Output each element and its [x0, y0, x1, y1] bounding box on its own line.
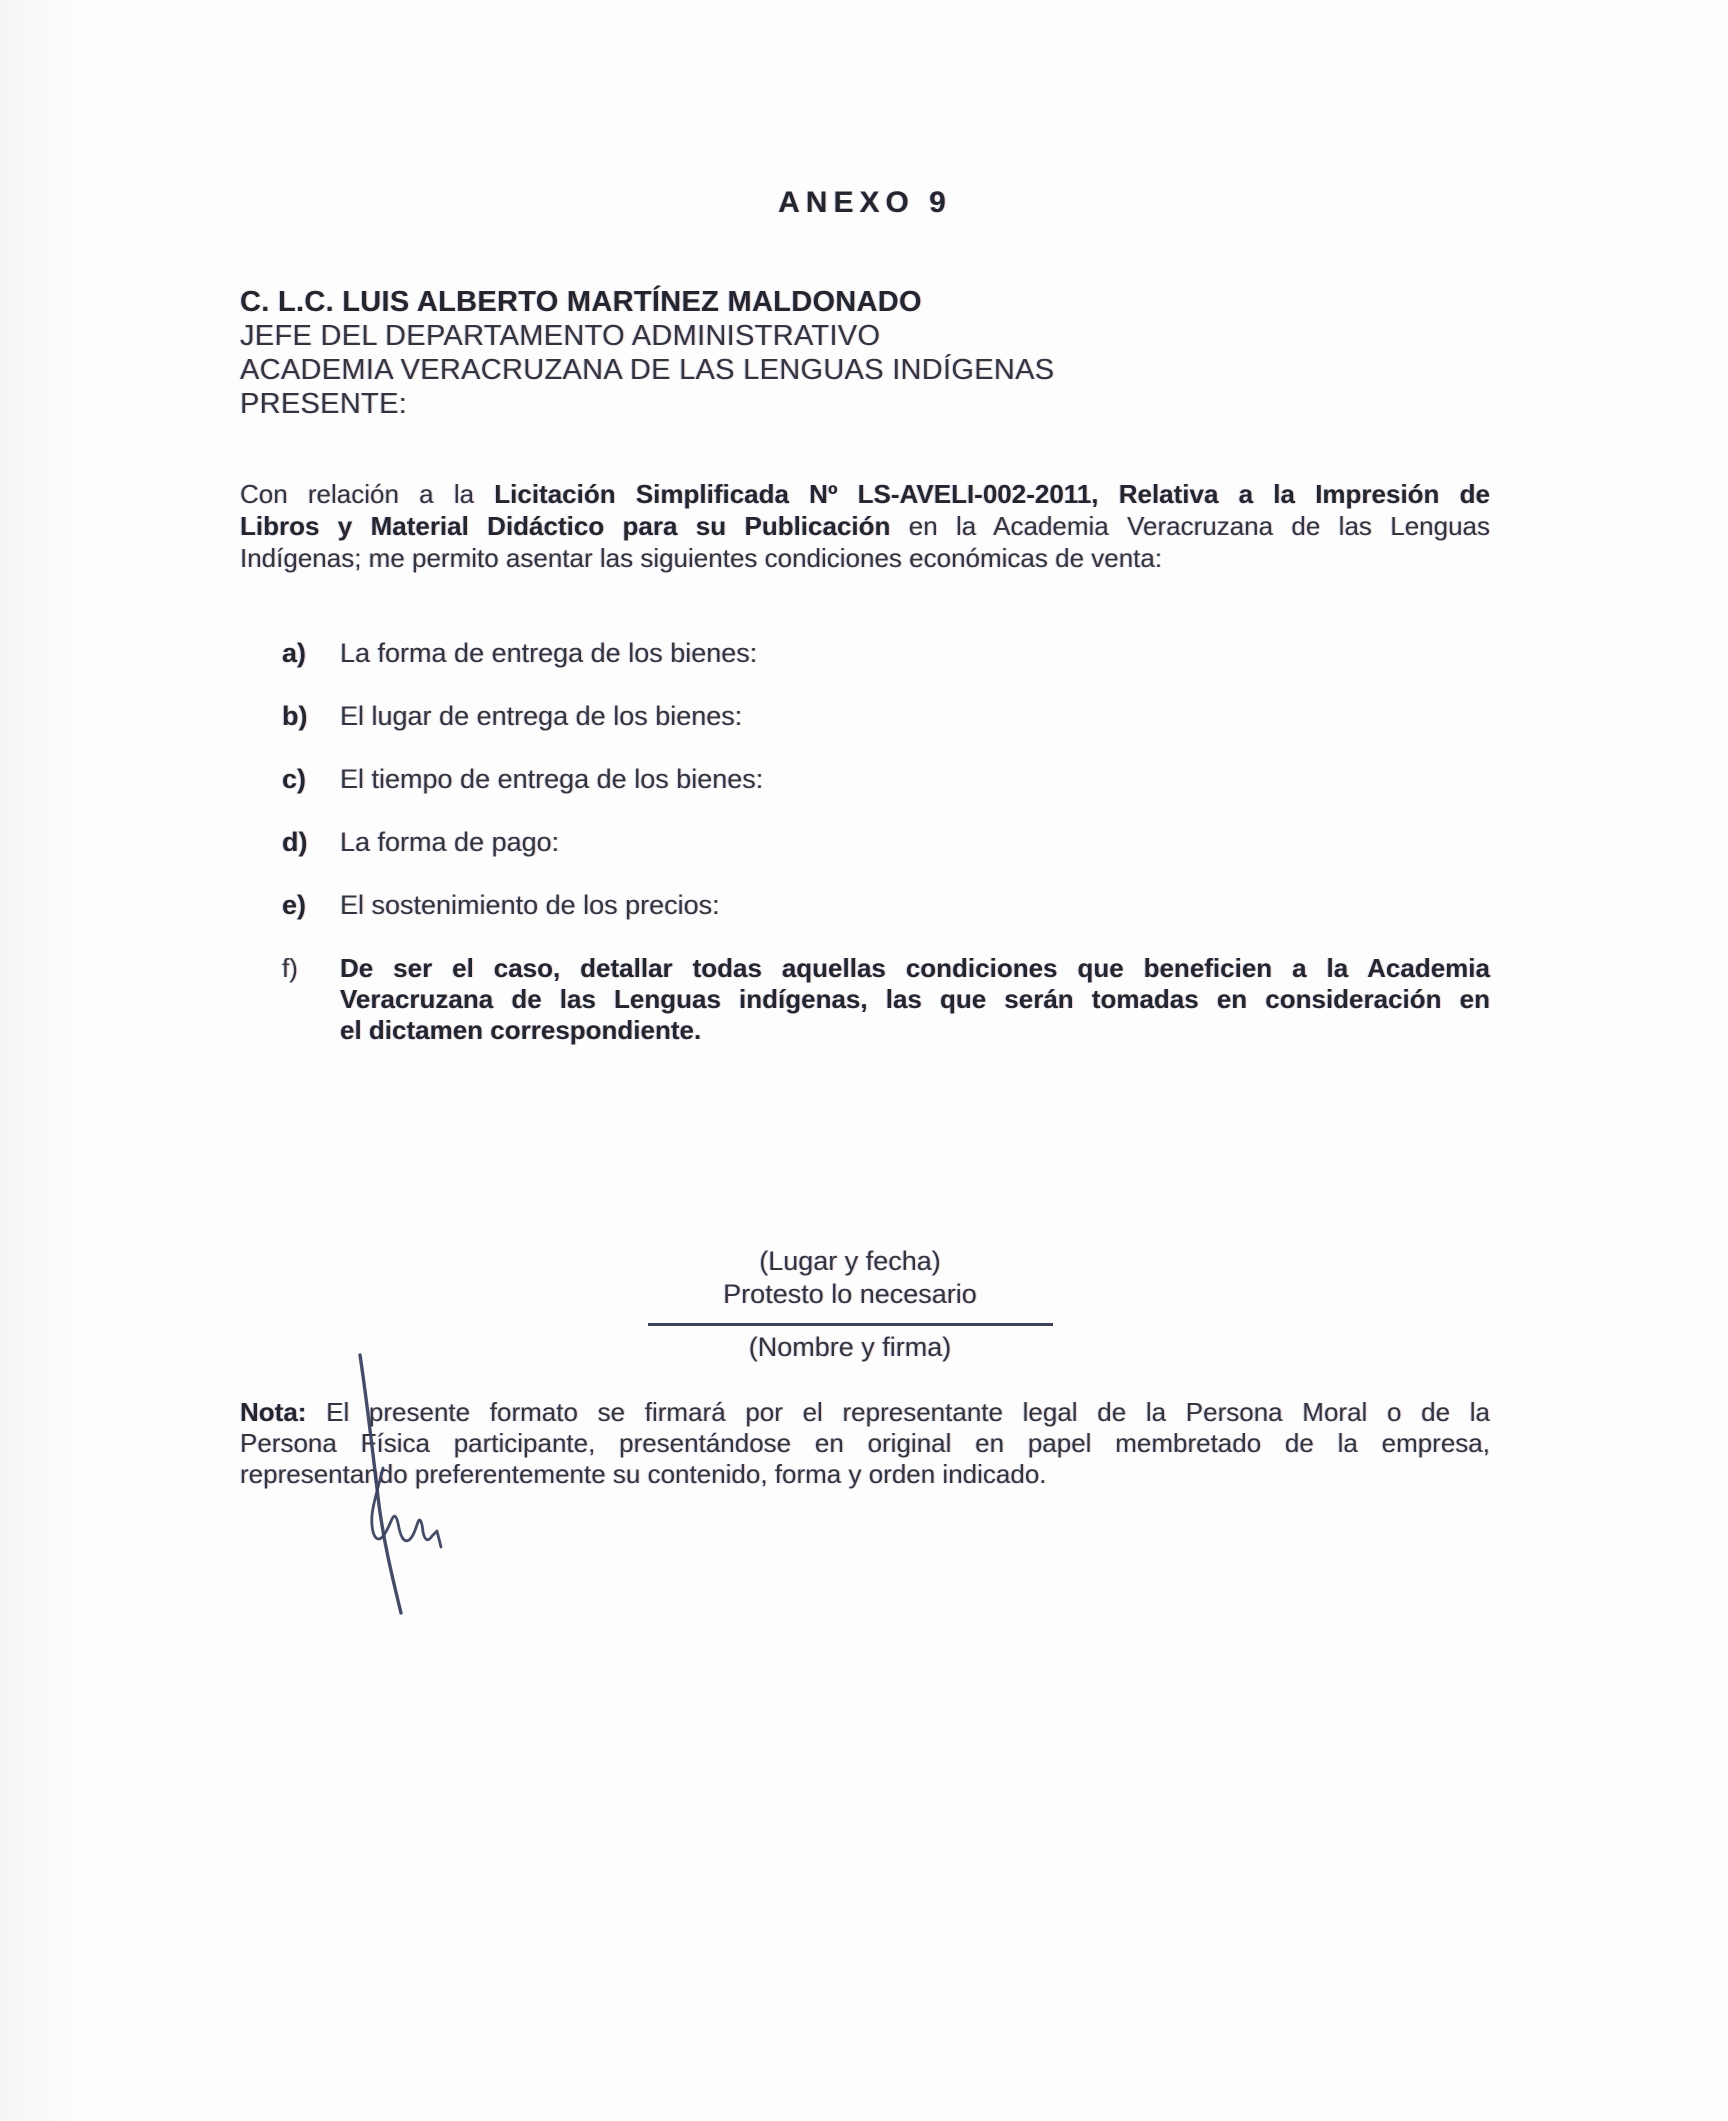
page-title: ANEXO 9: [778, 186, 952, 219]
text-run: La forma de entrega de los bienes:: [340, 638, 758, 668]
item-text: [340, 953, 1490, 1046]
text-run: Indígenas; me permito asentar las siguientes condiciones económicas de venta:: [240, 543, 1163, 573]
addressee-line: ACADEMIA VERACRUZANA DE LAS LENGUAS INDÍGENAS: [240, 354, 1055, 386]
item-letter: c): [282, 764, 307, 794]
addressee-block: [240, 285, 1490, 421]
text-line: [340, 890, 1490, 921]
letter-content: [240, 0, 1490, 1490]
item-letter: a): [282, 638, 307, 668]
item-text: [340, 890, 1490, 921]
text-line: [340, 953, 1490, 984]
condition-item: [240, 764, 1490, 795]
addressee-line: JEFE DEL DEPARTAMENTO ADMINISTRATIVO: [240, 320, 881, 352]
attestation-label: Protesto lo necesario: [723, 1279, 977, 1309]
intro-paragraph: [240, 478, 1490, 574]
text-line: [240, 1428, 1490, 1459]
item-letter: f): [282, 953, 298, 983]
conditions-list: [240, 638, 1490, 1046]
text-run: De ser el caso, detallar todas aquellas condiciones que beneficien a la Academia: [340, 953, 1490, 983]
condition-item: [240, 827, 1490, 858]
text-run: El sostenimiento de los precios:: [340, 890, 720, 920]
text-line: [340, 827, 1490, 858]
nota-paragraph: [240, 1397, 1490, 1490]
condition-item: [240, 953, 1490, 1046]
text-line: [240, 478, 1490, 510]
item-text: [340, 764, 1490, 795]
text-line: [340, 984, 1490, 1015]
text-run: El presente formato se firmará por el representante legal de la Persona Moral o de la: [306, 1397, 1490, 1427]
item-text: [340, 638, 1490, 669]
text-line: [340, 701, 1490, 732]
text-line: [340, 764, 1490, 795]
text-line: [240, 542, 1490, 574]
text-line: [240, 510, 1490, 542]
text-run: en la Academia Veracruzana de las Lenguas: [890, 511, 1490, 541]
condition-item: [240, 890, 1490, 921]
text-run: representando preferentemente su contenido, forma y orden indicado.: [240, 1459, 1047, 1489]
text-run: Persona Física participante, presentándose en original en papel membretado de la empresa,: [240, 1428, 1490, 1458]
text-run: El tiempo de entrega de los bienes:: [340, 764, 764, 794]
item-letter: b): [282, 701, 308, 731]
condition-item: [240, 638, 1490, 669]
text-line: [240, 1397, 1490, 1428]
text-run: La forma de pago:: [340, 827, 560, 857]
text-run: el dictamen correspondiente.: [340, 1015, 702, 1045]
text-line: [340, 638, 1490, 669]
item-text: [340, 701, 1490, 732]
text-run: Veracruzana de las Lenguas indígenas, las que serán tomadas en consideración en: [340, 984, 1490, 1014]
item-letter: e): [282, 890, 307, 920]
text-run: Libros y Material Didáctico para su Publicación: [240, 511, 891, 541]
condition-item: [240, 701, 1490, 732]
text-run: Nota:: [240, 1397, 307, 1427]
name-signature-label: (Nombre y firma): [748, 1332, 952, 1362]
place-date-label: (Lugar y fecha): [759, 1246, 941, 1276]
text-line: [340, 1015, 1490, 1046]
text-run: Con relación a la: [240, 479, 495, 509]
item-letter: d): [282, 827, 308, 857]
text-run: El lugar de entrega de los bienes:: [340, 701, 743, 731]
signature-block: [225, 1245, 1475, 1364]
addressee-line: C. L.C. LUIS ALBERTO MARTÍNEZ MALDONADO: [240, 286, 922, 318]
text-line: [240, 1459, 1490, 1490]
signature-line: [648, 1323, 1053, 1326]
addressee-line: PRESENTE:: [240, 388, 408, 420]
item-text: [340, 827, 1490, 858]
text-run: Licitación Simplificada Nº LS-AVELI-002-2011, Relativa a la Impresión de: [494, 479, 1490, 509]
